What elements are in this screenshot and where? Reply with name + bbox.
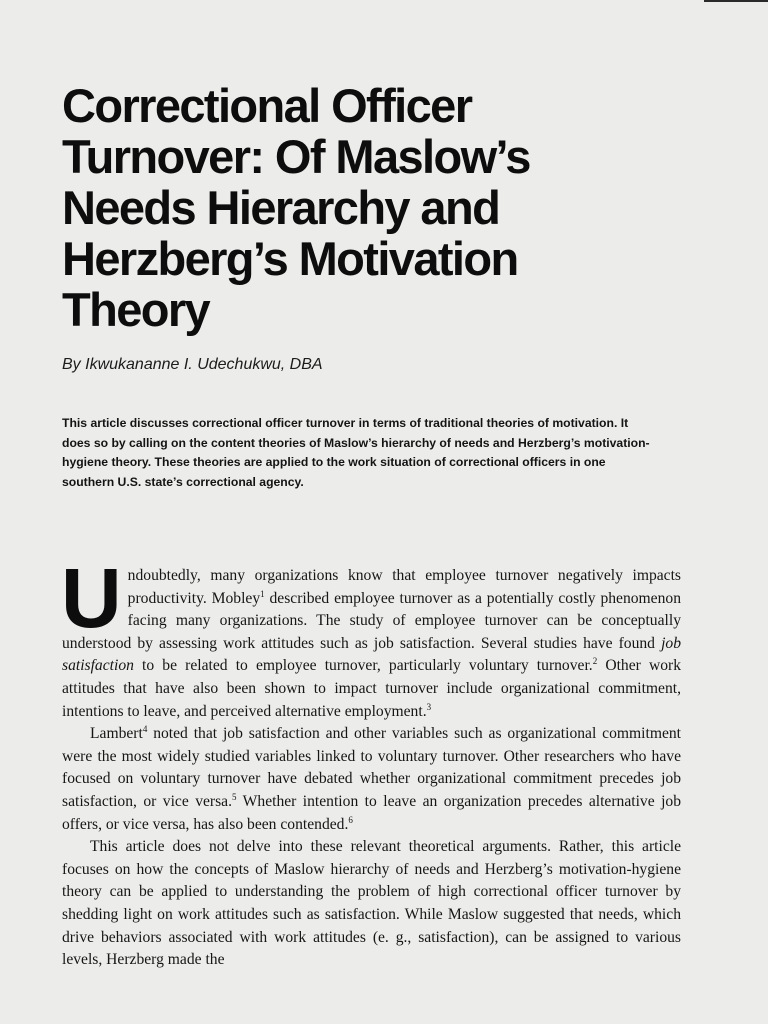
title-line: Correctional Officer xyxy=(62,79,472,132)
article-body xyxy=(61,551,682,972)
text-run: noted that job satisfaction and other variables such as organizational commitment were the most widely studied variables linked to voluntary turnover. Other researchers who have focused on voluntary turnover have debated whether organizational commitment precedes job satisfaction, or vice versa. xyxy=(62,725,681,810)
footnote-ref: 2 xyxy=(592,656,598,667)
author-byline: By Ikwukananne I. Udechukwu, DBA xyxy=(62,356,323,373)
footnote-ref: 4 xyxy=(142,723,148,734)
title-line: Needs Hierarchy and xyxy=(62,181,500,234)
text-run: ndoubtedly, many organizations know that employee turnover negatively impacts productivity. Mobley xyxy=(127,567,681,607)
footnote-ref: 5 xyxy=(232,791,237,802)
footnote-ref: 6 xyxy=(348,814,353,825)
article-title xyxy=(62,80,662,335)
text-run: described employee turnover as a potentially costly phenomenon facing many organizations. The study of employee turnover can be conceptually understood by assessing work attitudes such as job satisfaction. Several studies have found xyxy=(62,589,681,652)
text-run: Lambert xyxy=(90,725,143,743)
text-run: Other work attitudes that have also been shown to impact turnover include organizational commitment, intentions to leave, and perceived alternative employment. xyxy=(62,657,681,720)
title-line: Herzberg’s Motivation xyxy=(62,232,518,285)
title-line: Turnover: Of Maslow’s xyxy=(62,130,530,183)
paragraph-2 xyxy=(62,723,681,836)
paragraph-1 xyxy=(61,551,681,723)
page-corner-rule xyxy=(704,0,768,2)
footnote-ref: 3 xyxy=(426,701,432,712)
title-line: Theory xyxy=(62,283,210,336)
emphasis-text: job satisfaction xyxy=(62,634,681,675)
paragraph-3: This article does not delve into these relevant theoretical arguments. Rather, this article focuses on how the concepts of Maslow hierarchy of needs and Herzberg’s motivation-hygiene theory can be applied to understanding the problem of high correctional officer turnover by shedding light on work attitudes such as satisfaction. While Maslow suggested that needs, which drive behaviors associated with work attitudes (e. g., satisfaction), can be assigned to various levels, Herzberg made the xyxy=(62,838,681,969)
text-run: to be related to employee turnover, particularly voluntary turnover. xyxy=(133,657,593,675)
drop-cap: U xyxy=(61,551,122,645)
article-abstract: This article discusses correctional officer turnover in terms of traditional theories of motivation. It does so by calling on the content theories of Maslow’s hierarchy of needs and Herzberg’s motivation-hygiene theory. These theories are applied to the work situation of correctional officers in one southern U.S. state’s correctional agency. xyxy=(62,416,650,489)
text-run: Whether intention to leave an organization precedes alternative job offers, or vice versa, has also been contended. xyxy=(62,792,682,833)
footnote-ref: 1 xyxy=(260,588,265,599)
